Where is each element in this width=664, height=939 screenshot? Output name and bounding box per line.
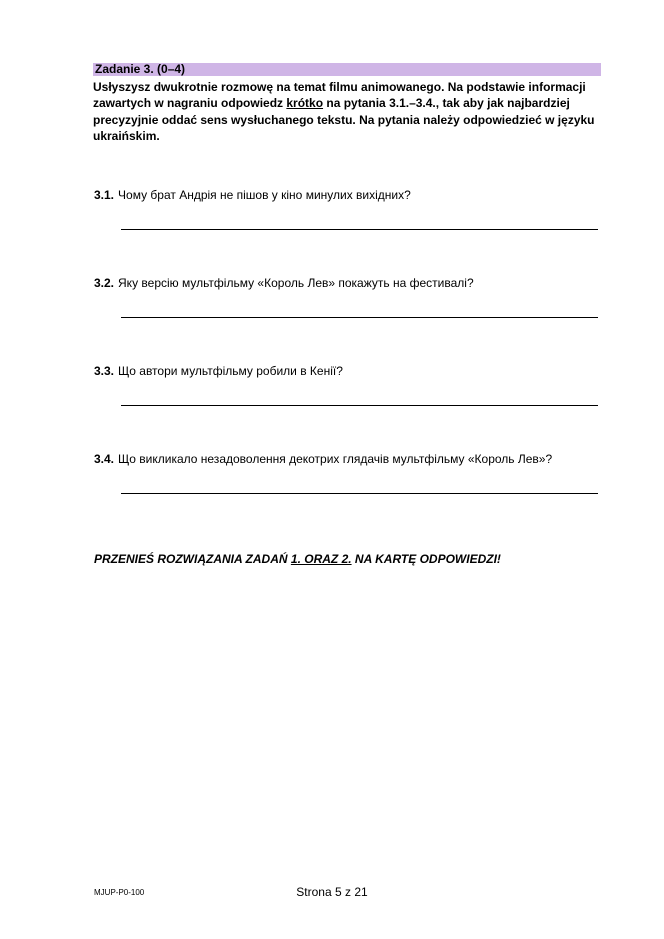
note-text-2: NA KARTĘ ODPOWIEDZI! xyxy=(351,552,501,566)
question-3-2 xyxy=(94,276,474,290)
answer-line-3-2[interactable] xyxy=(121,317,598,318)
instructions-text-2: na pytania 3.1.–3.4., tak aby jak najbardziej precyzyjnie oddać sens wysłuchanego tekstu. Na pytania należy odpowiedzieć w języku ukraińskim. xyxy=(93,96,595,144)
question-text: Чому брат Андрія не пішов у кіно минулих вихідних? xyxy=(118,188,411,202)
page-number: Strona 5 z 21 xyxy=(296,885,368,899)
question-number: 3.4. xyxy=(94,452,115,466)
answer-line-3-3[interactable] xyxy=(121,405,598,406)
instructions-text-1: Usłyszysz dwukrotnie rozmowę na temat filmu animowanego. Na podstawie informacji zawartych w nagraniu odpowiedz xyxy=(93,80,586,111)
note-underlined: 1. ORAZ 2. xyxy=(290,552,352,566)
question-3-4 xyxy=(94,452,552,466)
question-number: 3.1. xyxy=(94,188,115,202)
question-3-1 xyxy=(94,188,411,202)
transfer-answers-note xyxy=(94,552,501,566)
question-text: Яку версію мультфільму «Король Лев» покажуть на фестивалі? xyxy=(118,276,474,290)
question-text: Що автори мультфільму робили в Кенії? xyxy=(118,364,343,378)
question-3-3 xyxy=(94,364,343,378)
answer-line-3-4[interactable] xyxy=(121,493,598,494)
question-number: 3.2. xyxy=(94,276,115,290)
instructions-underlined: krótko xyxy=(286,96,324,111)
answer-line-3-1[interactable] xyxy=(121,229,598,230)
question-text: Що викликало незадоволення декотрих глядачів мультфільму «Король Лев»? xyxy=(118,452,553,466)
note-text-1: PRZENIEŚ ROZWIĄZANIA ZADAŃ xyxy=(94,552,291,566)
question-number: 3.3. xyxy=(94,364,115,378)
task-title: Zadanie 3. (0–4) xyxy=(95,62,186,76)
task-instructions xyxy=(93,79,608,145)
exam-code: MJUP-P0-100 xyxy=(94,888,145,897)
